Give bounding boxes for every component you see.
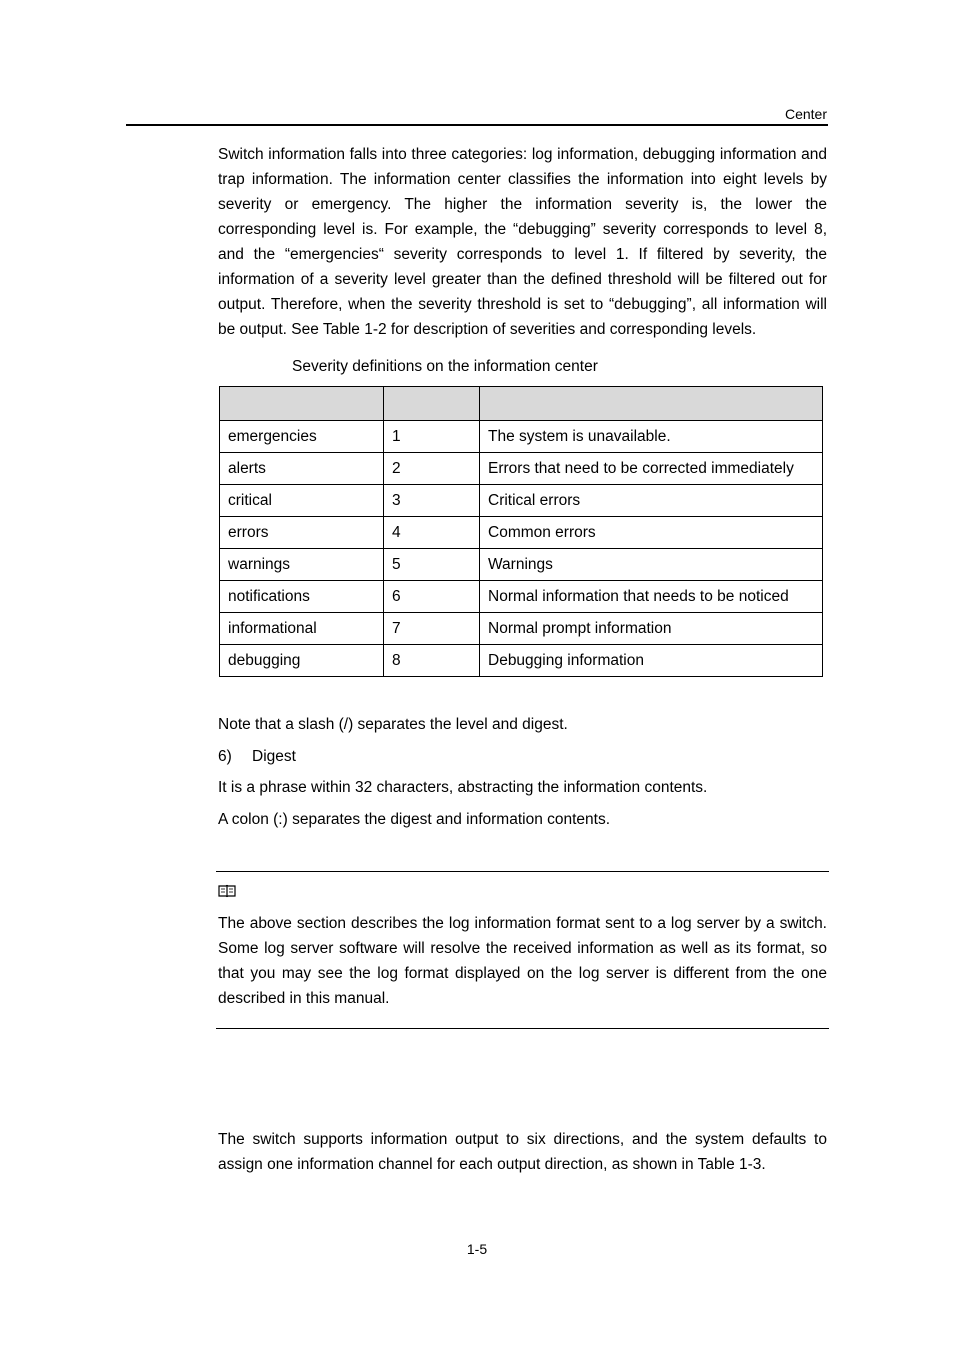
header-rule (126, 124, 828, 126)
table-row (220, 549, 823, 581)
note-text: The above section describes the log information format sent to a log server by a switch. Some log server software will resolve the received information as well as its format, so that you may see the log format displayed on the log server is different from the one described in this manual. (218, 915, 827, 1007)
table-row (220, 581, 823, 613)
severity-cell: errors (220, 517, 384, 549)
level-cell: 7 (384, 613, 480, 645)
level-cell: 2 (384, 453, 480, 485)
table-header-row (220, 387, 823, 421)
list-label: Digest (252, 748, 296, 765)
severity-cell: alerts (220, 453, 384, 485)
level-cell: 5 (384, 549, 480, 581)
intro-paragraph: Switch information falls into three categories: log information, debugging information and trap information. The information center classifies the information into eight levels by severity or emergency. The higher the information severity is, the lower the corresponding level is. For example, the “debugging” severity corresponds to level 8, and the “emergencies“ severity corresponds to level 1. If filtered by severity, the information of a severity level greater than the defined threshold will be filtered out for output. Therefore, when the severity threshold is set to “debugging”, all information will be output. See Table 1-2 for description of severities and corresponding levels. (218, 146, 827, 338)
description-cell: Critical errors (480, 485, 823, 517)
table-row (220, 453, 823, 485)
book-icon (218, 884, 236, 898)
description-cell: Debugging information (480, 645, 823, 677)
severity-cell: debugging (220, 645, 384, 677)
level-cell: 6 (384, 581, 480, 613)
level-cell: 1 (384, 421, 480, 453)
level-cell: 8 (384, 645, 480, 677)
severity-cell: emergencies (220, 421, 384, 453)
list-number: 6) (218, 748, 232, 765)
note-bottom-rule (216, 1028, 829, 1029)
table-row (220, 517, 823, 549)
severity-table (219, 386, 823, 677)
table-row (220, 613, 823, 645)
level-cell: 4 (384, 517, 480, 549)
digest-description: It is a phrase within 32 characters, abstracting the information contents. (218, 779, 708, 796)
severity-cell: notifications (220, 581, 384, 613)
description-cell: The system is unavailable. (480, 421, 823, 453)
severity-cell: informational (220, 613, 384, 645)
digest-list-item (218, 748, 296, 766)
severity-cell: warnings (220, 549, 384, 581)
colon-note: A colon (:) separates the digest and information contents. (218, 811, 611, 828)
description-cell: Errors that need to be corrected immediately (480, 453, 823, 485)
table-row (220, 421, 823, 453)
table-caption: Severity definitions on the information center (292, 358, 598, 375)
table-row (220, 645, 823, 677)
table-header-cell (220, 387, 384, 421)
table-row (220, 485, 823, 517)
description-cell: Normal prompt information (480, 613, 823, 645)
table-header-cell (384, 387, 480, 421)
header-section-title: Center (784, 106, 827, 122)
level-cell: 3 (384, 485, 480, 517)
description-cell: Normal information that needs to be noticed (480, 581, 823, 613)
page-number: 1-5 (466, 1241, 488, 1257)
slash-note: Note that a slash (/) separates the level and digest. (218, 716, 568, 733)
severity-cell: critical (220, 485, 384, 517)
note-top-rule (216, 871, 829, 872)
description-cell: Warnings (480, 549, 823, 581)
table-header-cell (480, 387, 823, 421)
description-cell: Common errors (480, 517, 823, 549)
output-paragraph: The switch supports information output to six directions, and the system defaults to assign one information channel for each output direction, as shown in Table 1-3. (218, 1131, 827, 1173)
